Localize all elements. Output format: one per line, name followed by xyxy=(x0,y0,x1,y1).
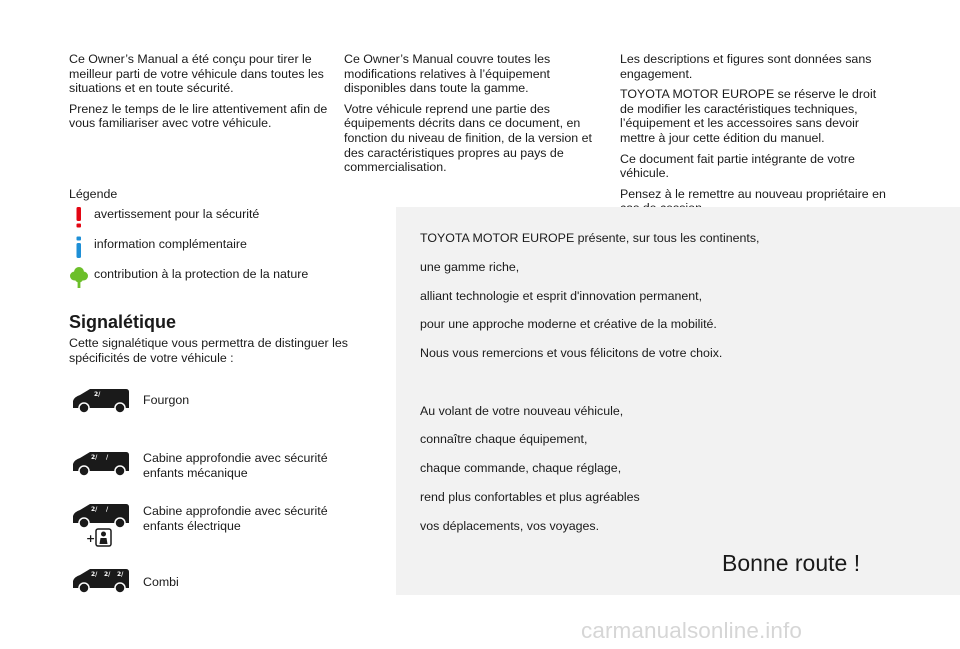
panel-line: une gamme riche, xyxy=(420,260,520,274)
intro-paragraph: Pensez à le remettre au nouveau propriétaire en xyxy=(620,186,886,201)
legend-item-label: information complémentaire xyxy=(94,237,247,251)
intro-paragraph: Les descriptions et figures sont données sans engagement. xyxy=(620,52,872,81)
intro-column-3 xyxy=(620,52,886,222)
minibus-icon xyxy=(70,567,132,600)
panel-line: TOYOTA MOTOR EUROPE présente, sur tous les continents, xyxy=(420,231,760,245)
svg-text:2/: 2/ xyxy=(91,506,98,513)
panel-line: Au volant de votre nouveau véhicule, xyxy=(420,404,624,418)
legend-item-nature xyxy=(69,267,359,297)
intro-paragraph: Ce document fait partie intégrante de votre véhicule. xyxy=(620,151,855,181)
intro-column-2 xyxy=(344,52,596,181)
vehicle-label: Cabine approfondie avec sécurité enfants électrique xyxy=(143,504,328,533)
vehicle-label: Cabine approfondie avec sécurité enfants mécanique xyxy=(143,451,328,480)
legend-title: Légende xyxy=(69,187,118,201)
panel-line: Nous vous remercions et vous félicitons de votre choix. xyxy=(420,346,723,360)
intro-paragraph: Ce Owner’s Manual a été conçu pour tirer le meilleur parti de votre véhicule dans toutes les situations et en toute sécurité. xyxy=(69,52,324,96)
legend-item-info xyxy=(69,237,359,267)
vehicle-label: Fourgon xyxy=(143,393,190,407)
closing-greeting: Bonne route ! xyxy=(722,550,861,576)
intro-paragraph: Ce Owner’s Manual couvre toutes les modifications relatives à l’équipement disponibles dans toute la gamme. xyxy=(344,52,551,96)
section-intro: Cette signalétique vous permettra de distinguer les spécificités de votre véhicule : xyxy=(69,336,348,365)
svg-text:2/: 2/ xyxy=(104,571,111,578)
vehicle-label: Combi xyxy=(143,575,179,589)
welcome-panel xyxy=(396,207,960,595)
legend-item-label: contribution à la protection de la nature xyxy=(94,267,309,281)
svg-text:/: / xyxy=(106,454,109,461)
svg-text:2/: 2/ xyxy=(94,391,101,398)
svg-text:/: / xyxy=(106,506,109,513)
intro-paragraph: TOYOTA MOTOR EUROPE se réserve le droit de modifier les caractéristiques techniques, l’équipement et les accessoires sans devoir mettre à jour cette édition du manuel. xyxy=(620,87,877,145)
crew-cab-icon xyxy=(70,450,132,483)
panel-line: pour une approche moderne et créative de la mobilité. xyxy=(420,317,717,331)
svg-text:+: + xyxy=(86,532,96,545)
svg-text:2/: 2/ xyxy=(91,571,98,578)
svg-text:2/: 2/ xyxy=(117,571,124,578)
panel-line: connaître chaque équipement, xyxy=(420,432,588,446)
intro-column-1 xyxy=(69,52,331,137)
exclamation-icon xyxy=(69,205,89,229)
panel-line: rend plus confortables et plus agréables xyxy=(420,490,640,504)
svg-text:2/: 2/ xyxy=(91,454,98,461)
tree-icon xyxy=(69,265,89,289)
section-title: Signalétique xyxy=(69,312,177,332)
legend-item-label: avertissement pour la sécurité xyxy=(94,207,260,221)
panel-line: vos déplacements, vos voyages. xyxy=(420,519,600,533)
intro-paragraph: Prenez le temps de le lire attentivement afin de vous familiariser avec votre véhicule. xyxy=(69,101,328,131)
intro-paragraph: Votre véhicule reprend une partie des équipements décrits dans ce document, en fonction du niveau de finition, de la version et des caractéristiques propres au pays de commercialisation. xyxy=(344,101,592,175)
van-icon xyxy=(70,387,132,420)
panel-line: alliant technologie et esprit d'innovation permanent, xyxy=(420,289,703,303)
info-icon xyxy=(69,235,89,259)
crew-cab-electric-icon xyxy=(70,502,132,553)
panel-line: chaque commande, chaque réglage, xyxy=(420,461,622,475)
watermark: carmanualsonline.info xyxy=(581,618,802,643)
legend xyxy=(69,187,359,297)
legend-item-warning xyxy=(69,207,359,237)
